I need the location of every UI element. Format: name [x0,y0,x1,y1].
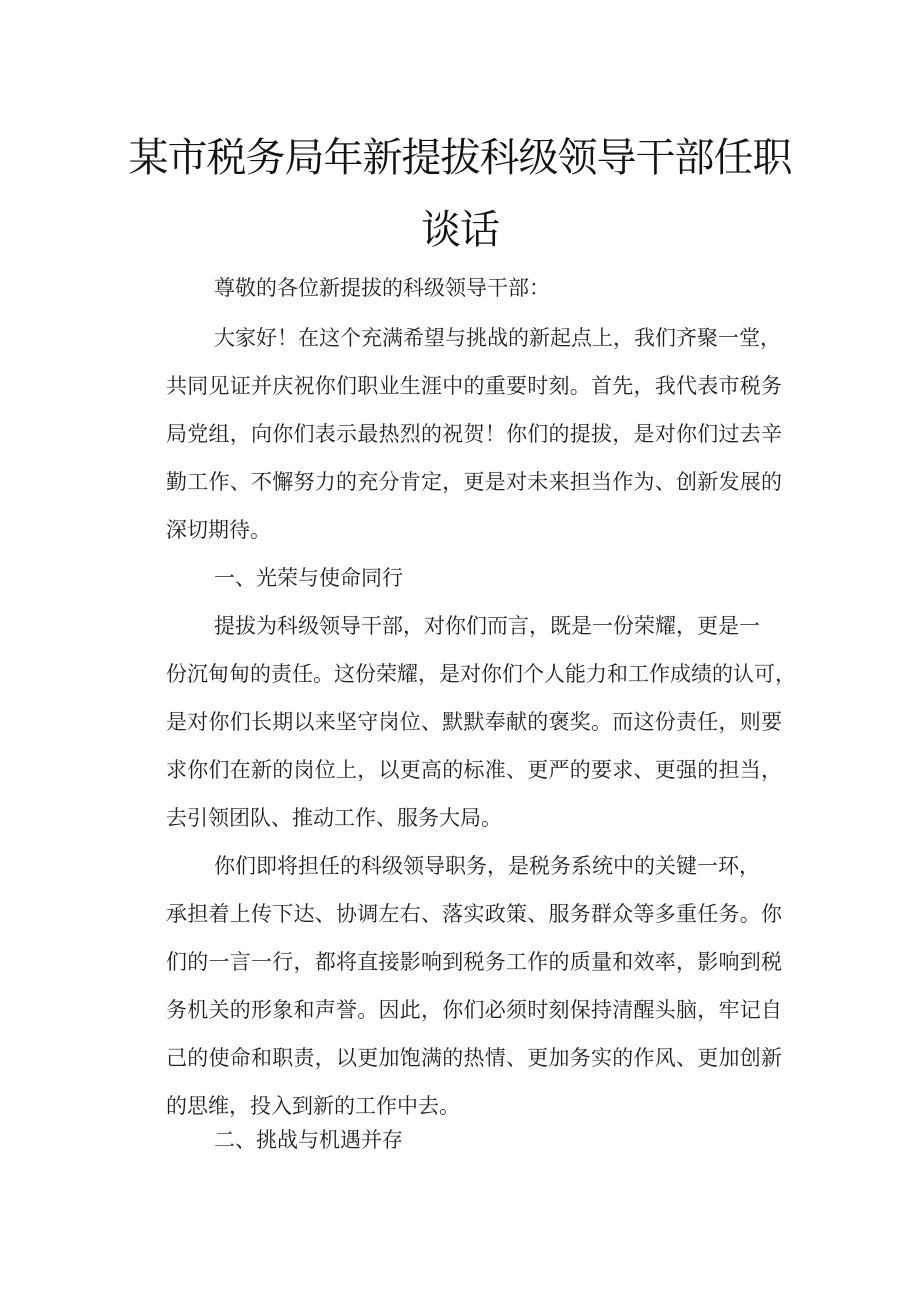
paragraph-line: 的思维，投入到新的工作中去。 [166,1094,460,1118]
paragraph-line: 你们即将担任的科级领导职务，是税务系统中的关键一环， [214,854,760,878]
paragraph-line: 份沉甸甸的责任。这份荣耀，是对你们个人能力和工作成绩的认可， [166,662,796,686]
paragraph-line: 是对你们长期以来坚守岗位、默默奉献的褒奖。而这份责任，则要 [166,710,782,734]
paragraph-line: 勤工作、不懈努力的充分肯定，更是对未来担当作为、创新发展的 [166,470,782,494]
paragraph-line: 大家好！在这个充满希望与挑战的新起点上，我们齐聚一堂， [214,326,781,350]
document-title-line-2: 谈话 [421,207,499,253]
paragraph-line: 深切期待。 [166,518,271,542]
paragraph-line: 务机关的形象和声誉。因此，你们必须时刻保持清醒头脑，牢记自 [166,998,782,1022]
section-heading-1: 一、光荣与使命同行 [214,566,403,590]
paragraph-line: 求你们在新的岗位上，以更高的标准、更严的要求、更强的担当， [166,758,782,782]
paragraph-line: 去引领团队、推动工作、服务大局。 [166,806,502,830]
paragraph-line: 局党组，向你们表示最热烈的祝贺！你们的提拔，是对你们过去辛 [166,422,782,446]
section-heading-2: 二、挑战与机遇并存 [214,1128,403,1152]
paragraph-line: 承担着上传下达、协调左右、落实政策、服务群众等多重任务。你 [166,902,782,926]
paragraph-line: 己的使命和职责，以更加饱满的热情、更加务实的作风、更加创新 [166,1046,782,1070]
paragraph-line: 们的一言一行，都将直接影响到税务工作的质量和效率，影响到税 [166,950,782,974]
paragraph-line: 共同见证并庆祝你们职业生涯中的重要时刻。首先，我代表市税务 [166,374,782,398]
document-title-line-1: 某市税务局年新提拔科级领导干部任职 [128,135,792,181]
salutation: 尊敬的各位新提拔的科级领导干部： [214,276,550,300]
paragraph-line: 提拔为科级领导干部，对你们而言，既是一份荣耀，更是一 [214,614,760,638]
